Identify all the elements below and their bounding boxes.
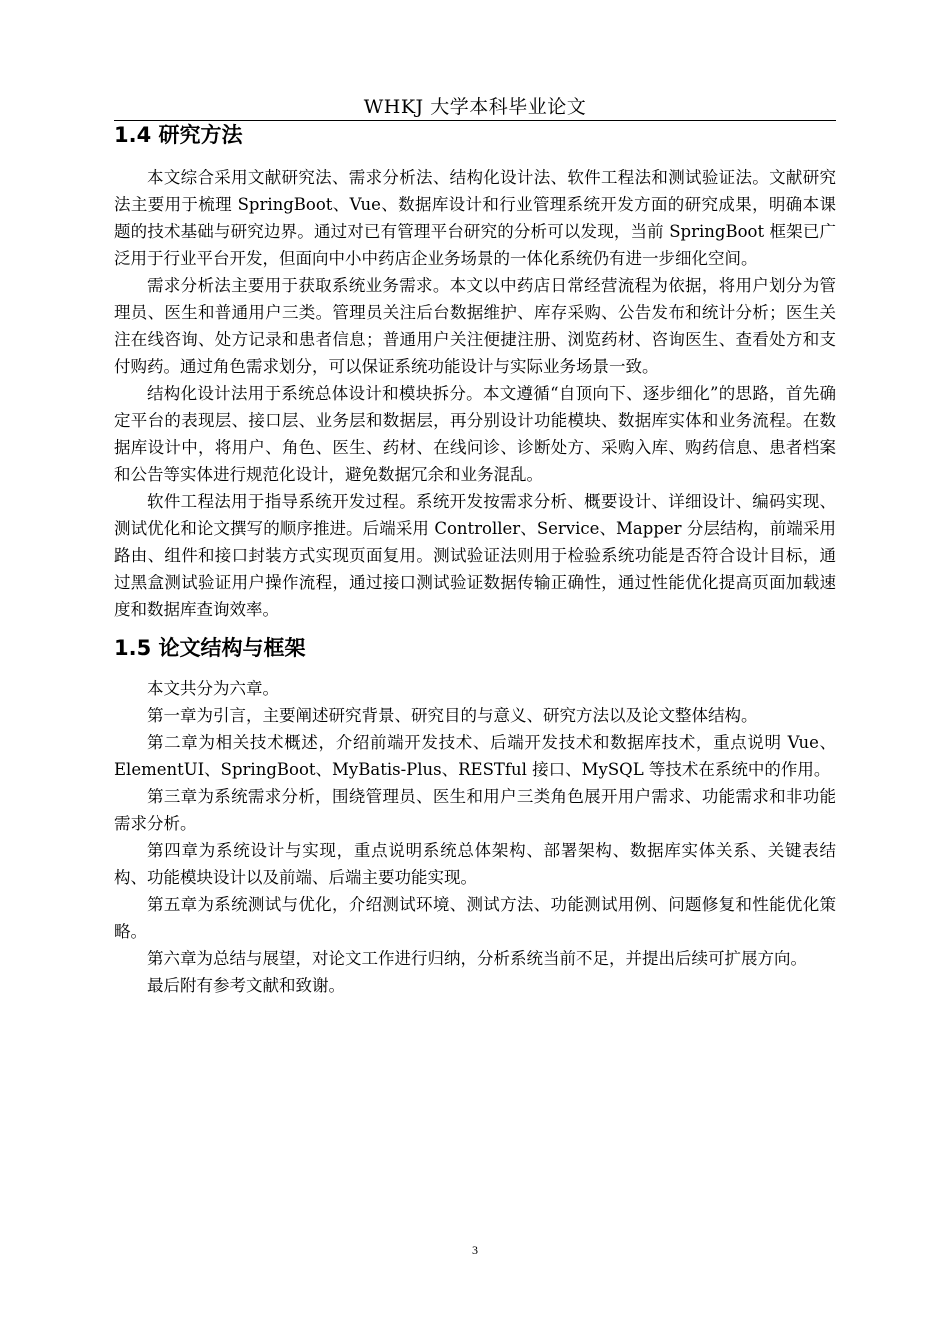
page-number: 3: [472, 1243, 478, 1257]
paragraph-chapter-1: 第一章为引言，主要阐述研究背景、研究目的与意义、研究方法以及论文整体结构。: [147, 706, 758, 725]
paragraph-chapter-5: 第五章为系统测试与优化，介绍测试环境、测试方法、功能测试用例、问题修复和性能优化策略。: [114, 895, 836, 941]
running-header-title: WHKJ 大学本科毕业论文: [363, 96, 587, 118]
paragraph-chapter-6: 第六章为总结与展望，对论文工作进行归纳，分析系统当前不足，并提出后续可扩展方向。: [147, 949, 807, 968]
paragraph-appendix-note: 最后附有参考文献和致谢。: [147, 976, 345, 995]
paragraph-chapter-3: 第三章为系统需求分析，围绕管理员、医生和用户三类角色展开用户需求、功能需求和非功能需求分析。: [114, 787, 836, 833]
paragraph-research-methods-4: 软件工程法用于指导系统开发过程。系统开发按需求分析、概要设计、详细设计、编码实现、测试优化和论文撰写的顺序推进。后端采用 Controller、Service、Mapper 分层结构，前端采用路由、组件和接口封装方式实现页面复用。测试验证法则用于检验系统功能是否符合设计目标，通过黑盒测试验证用户操作流程，通过接口测试验证数据传输正确性，通过性能优化提高页面加载速度和数据库查询效率。: [114, 492, 836, 619]
paragraph-chapter-2: 第二章为相关技术概述，介绍前端开发技术、后端开发技术和数据库技术，重点说明 Vue、ElementUI、SpringBoot、MyBatis-Plus、RESTful 接口、MySQL 等技术在系统中的作用。: [114, 733, 836, 779]
page-body: [114, 118, 836, 999]
section-heading-research-methods: 1.4 研究方法: [114, 123, 243, 147]
paragraph-structure-overview: 本文共分为六章。: [147, 679, 279, 698]
section-heading-thesis-structure: 1.5 论文结构与框架: [114, 636, 306, 660]
paragraph-research-methods-3: 结构化设计法用于系统总体设计和模块拆分。本文遵循“自顶向下、逐步细化”的思路，首先确定平台的表现层、接口层、业务层和数据层，再分别设计功能模块、数据库实体和业务流程。在数据库设计中，将用户、角色、医生、药材、在线问诊、诊断处方、采购入库、购药信息、患者档案和公告等实体进行规范化设计，避免数据冗余和业务混乱。: [114, 384, 836, 484]
paragraph-research-methods-2: 需求分析法主要用于获取系统业务需求。本文以中药店日常经营流程为依据，将用户划分为管理员、医生和普通用户三类。管理员关注后台数据维护、库存采购、公告发布和统计分析；医生关注在线咨询、处方记录和患者信息；普通用户关注便捷注册、浏览药材、咨询医生、查看处方和支付购药。通过角色需求划分，可以保证系统功能设计与实际业务场景一致。: [114, 276, 836, 376]
paragraph-research-methods-1: 本文综合采用文献研究法、需求分析法、结构化设计法、软件工程法和测试验证法。文献研究法主要用于梳理 SpringBoot、Vue、数据库设计和行业管理系统开发方面的研究成果，明确本课题的技术基础与研究边界。通过对已有管理平台研究的分析可以发现，当前 SpringBoot 框架已广泛用于行业平台开发，但面向中小中药店企业务场景的一体化系统仍有进一步细化空间。: [114, 168, 836, 268]
paragraph-chapter-4: 第四章为系统设计与实现，重点说明系统总体架构、部署架构、数据库实体关系、关键表结构、功能模块设计以及前端、后端主要功能实现。: [114, 841, 836, 887]
